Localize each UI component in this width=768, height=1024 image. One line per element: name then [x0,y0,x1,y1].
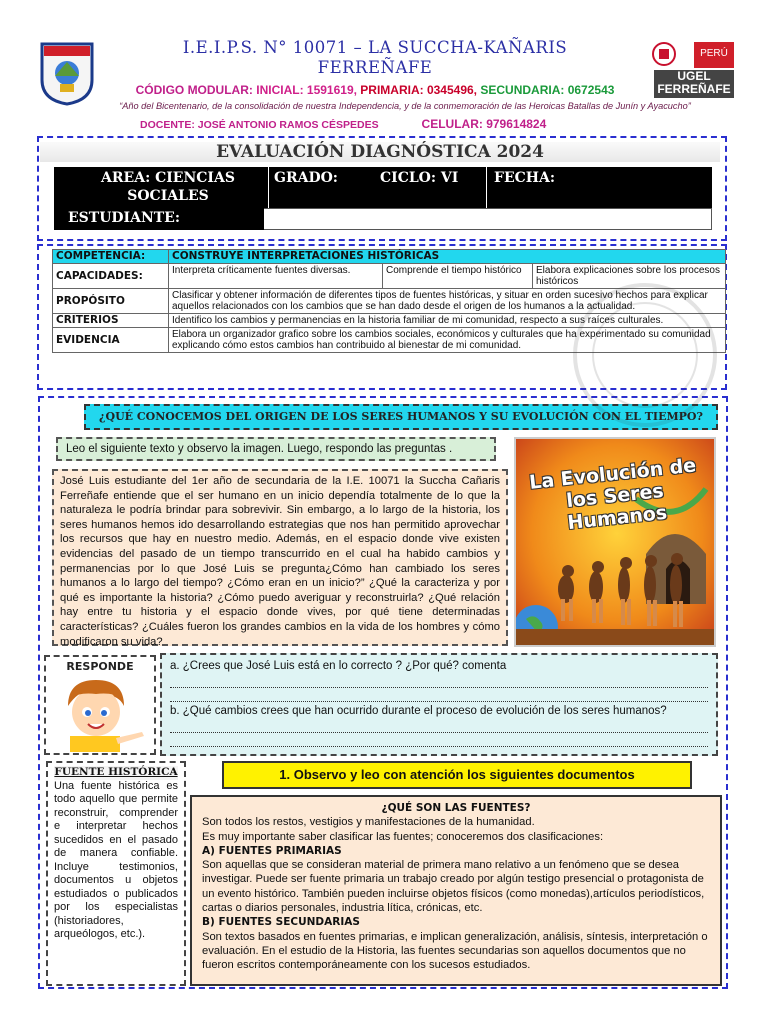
evidencia-text: Elabora un organizador grafico sobre los cambios sociales, económicos y culturales que ha experimentado su comunidad explicando cómo estos cambios han contribuido al bienestar de mi comunidad. [169,328,726,353]
codigo-label: CÓDIGO MODULAR: [135,83,253,97]
capacidades-label: CAPACIDADES: [53,264,169,289]
codigo-primaria: PRIMARIA: 0345496, [360,83,478,97]
que-intro-1: Son todos los restos, vestigios y manifestaciones de la humanidad. [202,816,535,829]
table-row [53,250,726,264]
school-title [110,38,640,78]
answer-a-line-1[interactable] [170,676,708,688]
evolution-image [514,437,716,647]
proposito-label: PROPÓSITO [53,289,169,314]
que-intro-2: Es muy importante saber clasificar las fuentes; conoceremos dos clasificaciones: [202,830,604,843]
grado-label: GRADO: [274,170,338,186]
fuente-title: FUENTE HISTÓRICA [54,766,178,778]
questions-area [160,653,718,756]
student-label: ESTUDIANTE: [54,208,264,230]
secundarias-text: Son textos basados en fuentes primarias, e implican generalización, análisis, síntesis, interpretación o evaluación. En el estudio de la Historia, las fuentes secundarias son aquellos documentos que no fueron escritos contemporáneamente con los sucesos estudiados. [202,930,708,972]
answer-a-line-2[interactable] [170,690,708,702]
docente-line [140,117,660,131]
stamp-watermark [560,280,730,430]
codigo-modular [110,83,640,97]
docente: DOCENTE: JOSÉ ANTONIO RAMOS CÉSPEDES [140,119,379,131]
ciclo-label: CICLO: VI [380,170,459,186]
ugel-text [654,70,734,96]
question-banner: ¿QUÉ CONOCEMOS DEL ORIGEN DE LOS SERES HUMANOS Y SU EVOLUCIÓN CON EL TIEMPO? [84,404,718,430]
proposito-text: Clasificar y obtener información de diferentes tipos de fuentes históricas, y situar en orden sucesivo hechos para explicar aquellos relacionados con los cambios que se han dado desde el origen de los humanos a la actualidad. [169,289,726,314]
primarias-text: Son aquellas que se consideran material de primera mano relativo a un fenómeno que se desea investigar. Puede ser fuente primaria un trabajo creado por algún testigo presencial o protagonista de un evento histórico. También pueden incluirse objetos físicos (como monedas),artículos periodísticos, cartas o diarios personales, industria lítica, crónicas, etc. [202,859,705,915]
capacidad-3: Elabora explicaciones sobre los procesos históricos [533,264,726,289]
divider [268,167,269,209]
year-motto: “Año del Bicentenario, de la consolidación de nuestra Independencia, y de la conmemoración de las Heroicas Batallas de Junín y Ayacucho” [119,101,691,111]
school-logo [38,40,96,106]
evidencia-label: EVIDENCIA [53,328,169,353]
question-b: b. ¿Qué cambios crees que han ocurrido durante el proceso de evolución de los seres humanos? [170,705,667,717]
question-a: a. ¿Crees que José Luis está en lo correcto ? ¿Por qué? comenta [170,660,507,672]
answer-b-line-1[interactable] [170,721,708,733]
criterios-label: CRITERIOS [53,314,169,328]
title-line2: FERREÑAFE [317,58,433,77]
boy-illustration [56,676,144,752]
evaluation-info-row [54,167,712,209]
secundarias-title: B) FUENTES SECUNDARIAS [202,916,360,929]
observo-banner: 1. Observo y leo con atención los siguientes documentos [222,761,692,789]
ugel-flag-text: PERÚ [700,48,728,59]
capacidad-2: Comprende el tiempo histórico [383,264,533,289]
instruction-box: Leo el siguiente texto y observo la imagen. Luego, respondo las preguntas . [56,437,496,461]
que-title: ¿QUÉ SON LAS FUENTES? [381,802,531,814]
criterios-text: Identifico los cambios y permanencias en la historia familiar de mi comunidad, respecto a sus raíces culturales. [169,314,726,328]
codigo-inicial: INICIAL: 1591619, [256,83,357,97]
title-line1: I.E.I.P.S. N° 10071 – LA SUCCHA-KAÑARIS [182,38,568,57]
fecha-label: FECHA: [494,170,556,186]
responde-label: RESPONDE [66,660,134,673]
answer-b-line-2[interactable] [170,735,708,747]
divider [486,167,487,209]
fuente-text: Una fuente histórica es todo aquello que permite reconstruir, comprender e interpretar hechos sucedidos en el pasado de manera confiable. Incluye testimonios, documentos u objetos estudiados o publicados por los especialistas (historiadores, arqueólogos, etc.). [54,779,178,940]
ugel-line2: FERREÑAFE [657,82,731,96]
que-son-fuentes-box [190,795,722,986]
fuente-historica-box [46,761,186,986]
competencia-label: COMPETENCIA: [53,250,169,264]
story-text: José Luis estudiante del 1er año de secundaria de la I.E. 10071 la Succha Cañaris Ferreñafe entiende que el ser humano en un inicio dependía totalmente de lo que la naturaleza le podría brindar para sobrevivir. Sin embargo, a lo largo de la historia, los seres humanos hemos ido desarrollando estrategias que nos han permitido aprovechar los recursos que hay en nuestro medio. Además, en el espacio donde vive existen evidencias del pasado de un tiempo transcurrido en el cual ha habido cambios y permanencias por lo que José Luis se pregunta¿Cómo han cambiado los seres humanos a lo largo del tiempo? ¿Cómo eran en un inicio?” ¿Qué la caracteriza y por qué es importante la historia? ¿Cómo puedo averiguar y reconstruirla? ¿Qué relación hay entre tu historia y el espacio donde vives, por qué tiene determinadas características? ¿Cuáles fueron los grandes cambios en la vida de los hombres y cómo modificaron su vida? [52,469,508,646]
evolution-image-title: La Evolución de los Seres Humanos [528,454,698,535]
codigo-secundaria: SECUNDARIA: 0672543 [480,83,615,97]
ugel-line1: UGEL [677,69,711,83]
capacidad-1: Interpreta críticamente fuentes diversas. [169,264,383,289]
ugel-logo [650,40,734,98]
area-label: AREA: CIENCIAS SOCIALES [101,170,235,204]
celular: CELULAR: 979614824 [421,117,547,131]
primarias-title: A) FUENTES PRIMARIAS [202,844,342,857]
competencia-value: CONSTRUYE INTERPRETACIONES HISTÓRICAS [169,250,726,264]
evaluation-title: EVALUACIÓN DIAGNÓSTICA 2024 [40,142,720,162]
